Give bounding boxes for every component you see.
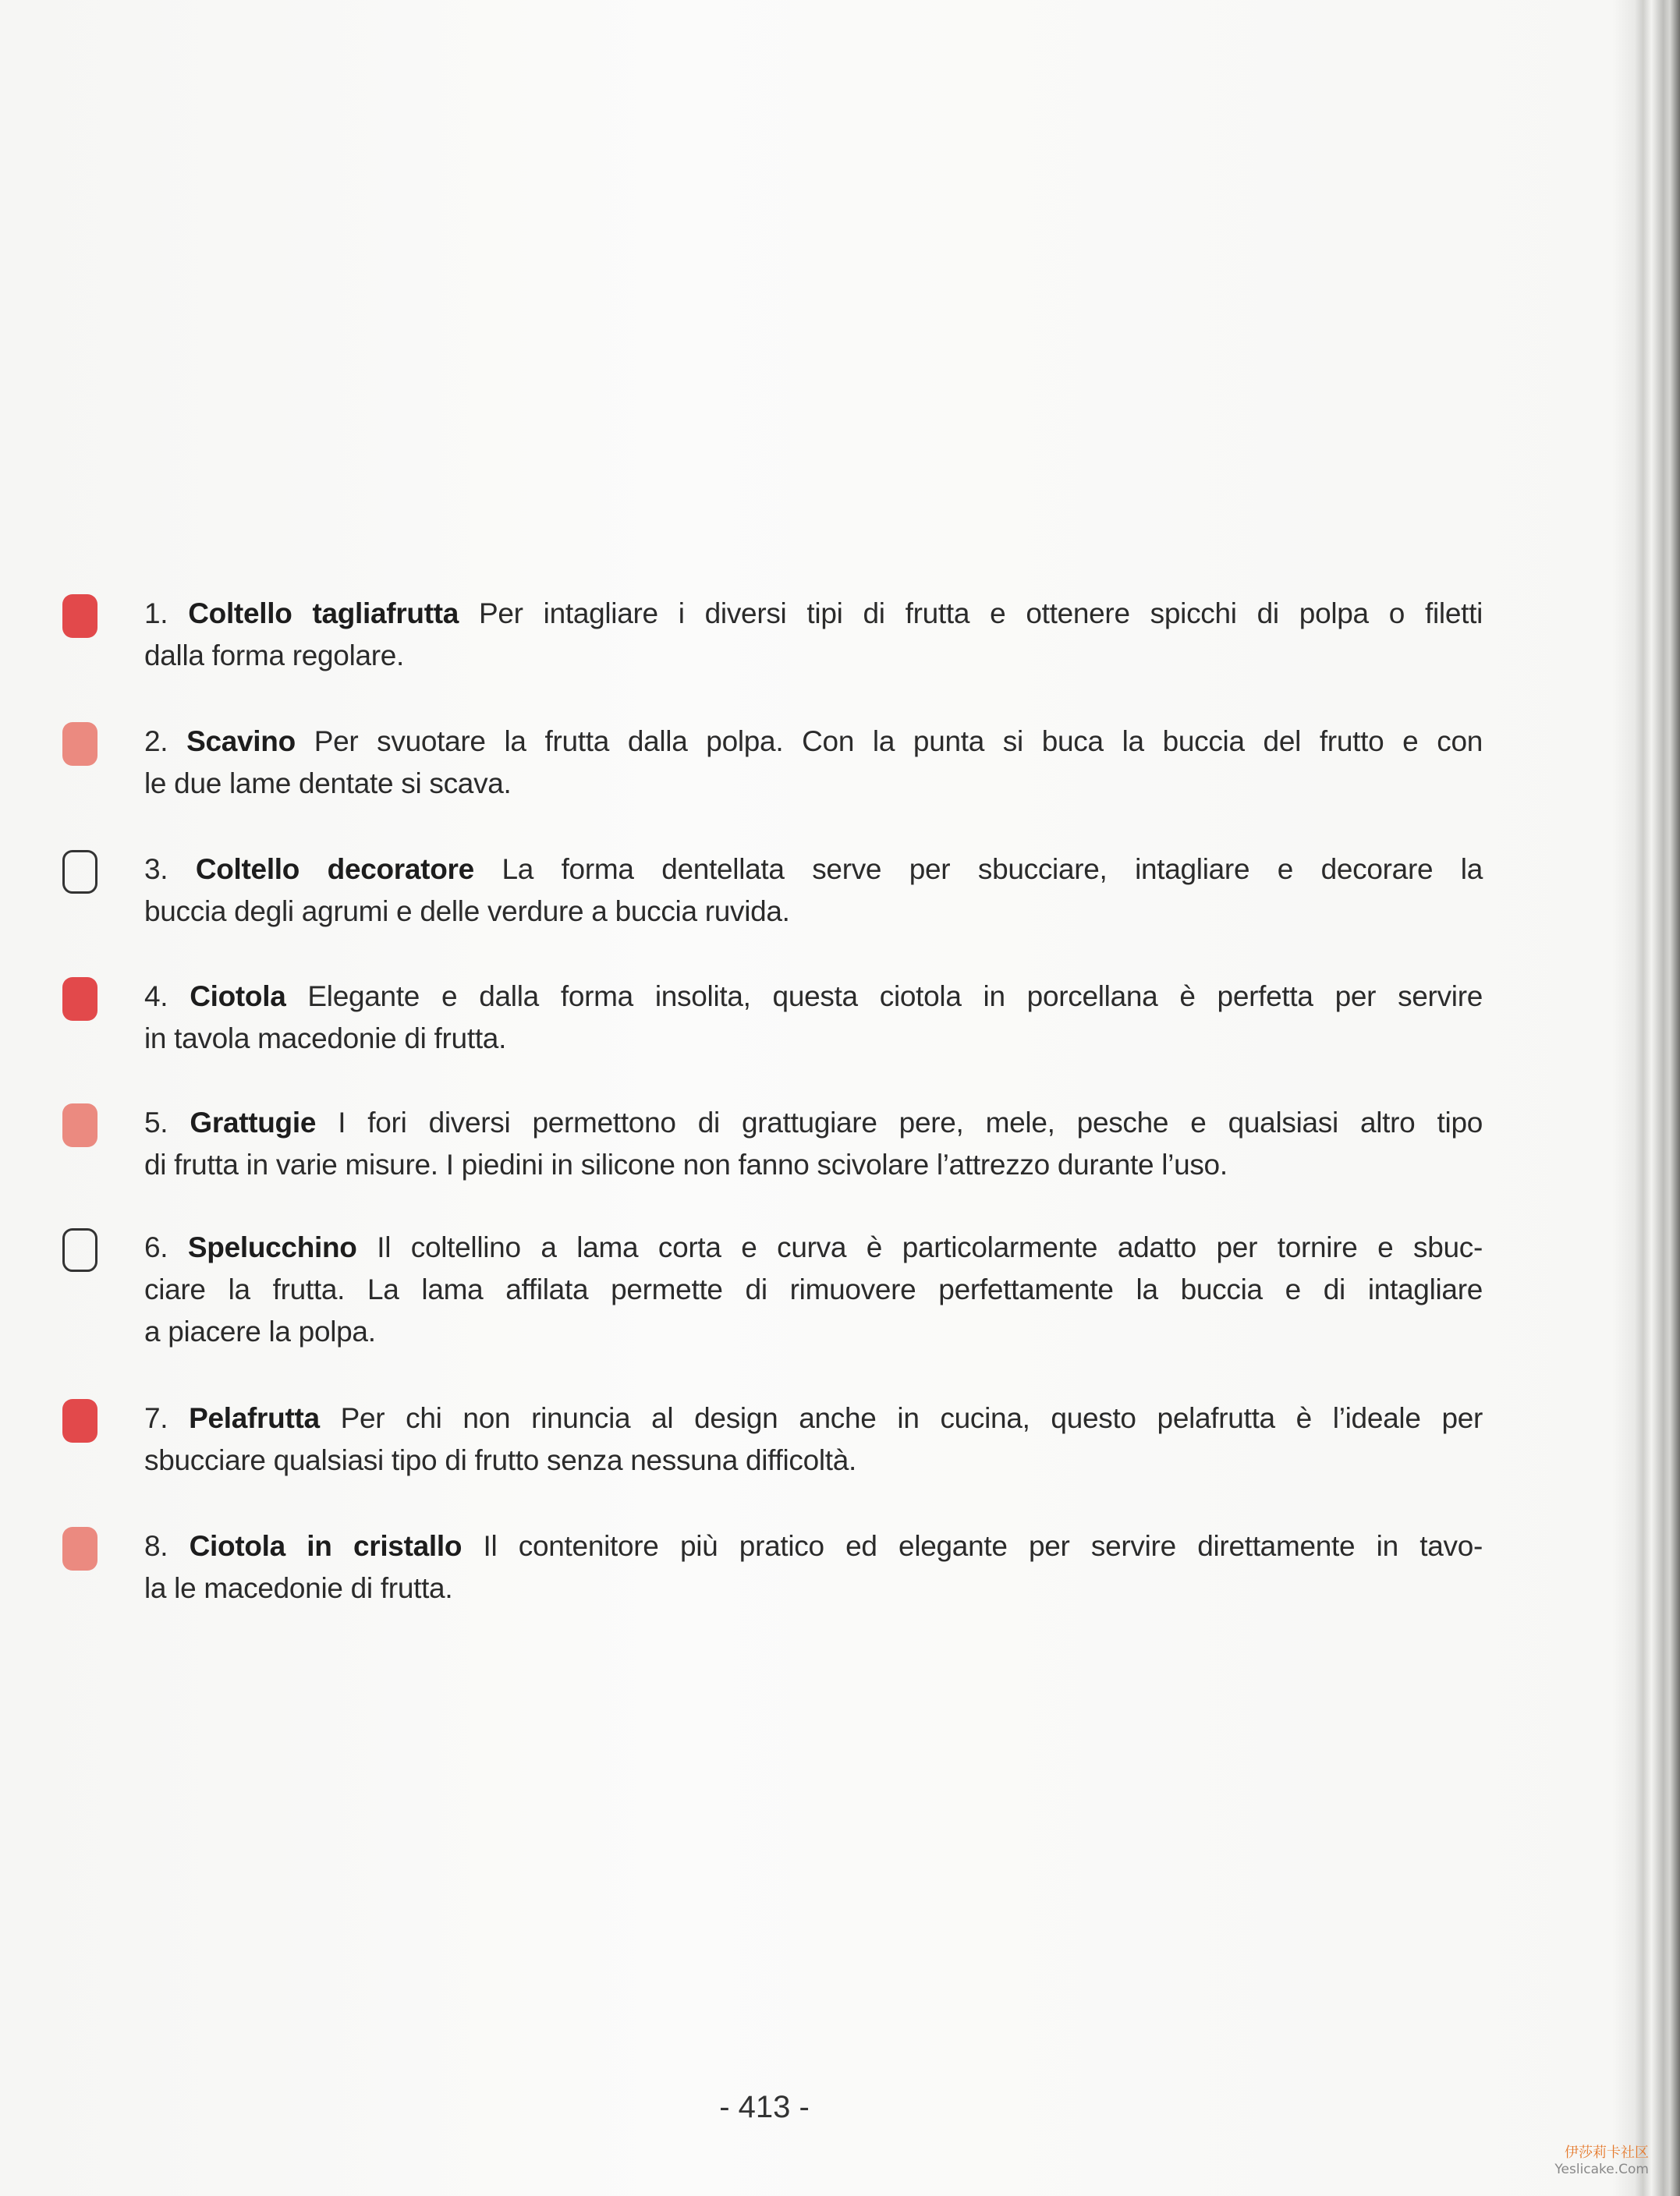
- item-title: Ciotola: [190, 980, 286, 1012]
- item-number: 3.: [144, 853, 168, 885]
- item-line: dalla forma regolare.: [144, 639, 405, 671]
- item-text: Per svuotare la frutta dalla polpa. Con la punta si buca la buccia del frutto e con: [314, 725, 1483, 757]
- item-title: Coltello decoratore: [195, 853, 474, 885]
- item-text: I fori diversi permettono di grattugiare pere, mele, pesche e qualsiasi altro tipo: [338, 1107, 1483, 1139]
- marker-red: [62, 977, 97, 1021]
- item-text: Il contenitore più pratico ed elegante per servire direttamente in tavo-: [483, 1530, 1483, 1562]
- list-item: [144, 1525, 1483, 1610]
- marker-pink: [62, 722, 97, 766]
- item-title: Coltello tagliafrutta: [188, 597, 459, 629]
- list-item: [144, 1102, 1483, 1186]
- watermark-chinese: 伊莎莉卡社区: [1565, 2145, 1649, 2161]
- item-number: 5.: [144, 1107, 168, 1139]
- item-line: le due lame dentate si scava.: [144, 767, 512, 799]
- item-line: buccia degli agrumi e delle verdure a buccia ruvida.: [144, 895, 790, 927]
- item-line: la le macedonie di frutta.: [144, 1572, 453, 1604]
- item-number: 1.: [144, 597, 168, 629]
- item-title: Scavino: [186, 725, 296, 757]
- item-line: [144, 848, 1483, 891]
- marker-red: [62, 1399, 97, 1443]
- item-line: [144, 721, 1483, 763]
- item-number: 4.: [144, 980, 168, 1012]
- item-line: [144, 1227, 1483, 1269]
- item-number: 6.: [144, 1231, 168, 1263]
- item-line: a piacere la polpa.: [144, 1316, 376, 1348]
- item-number: 7.: [144, 1402, 168, 1434]
- item-number: 2.: [144, 725, 168, 757]
- list-item: [144, 848, 1483, 933]
- list-item: [144, 976, 1483, 1060]
- item-line: [144, 1102, 1483, 1144]
- item-number: 8.: [144, 1530, 168, 1562]
- watermark-site: Yeslicake.Com: [1554, 2162, 1649, 2177]
- list-item: [144, 1397, 1483, 1482]
- item-line: di frutta in varie misure. I piedini in silicone non fanno scivolare l’attrezzo durante l’uso.: [144, 1149, 1228, 1181]
- item-line: [144, 1397, 1483, 1440]
- item-line: [144, 1525, 1483, 1567]
- list-item: [144, 593, 1483, 677]
- list-item: [144, 721, 1483, 805]
- item-text: Per chi non rinuncia al design anche in cucina, questo pelafrutta è l’ideale per: [340, 1402, 1483, 1434]
- item-title: Grattugie: [190, 1107, 317, 1139]
- item-title: Ciotola in cristallo: [189, 1530, 463, 1562]
- item-text: Il coltellino a lama corta e curva è particolarmente adatto per tornire e sbuc-: [377, 1231, 1483, 1263]
- marker-pink: [62, 1527, 97, 1571]
- marker-outline: [62, 1228, 97, 1272]
- item-text: Per intagliare i diversi tipi di frutta e ottenere spicchi di polpa o filetti: [479, 597, 1483, 629]
- item-line: in tavola macedonie di frutta.: [144, 1022, 507, 1054]
- item-text: La forma dentellata serve per sbucciare, intagliare e decorare la: [502, 853, 1483, 885]
- marker-red: [62, 594, 97, 638]
- list-item: [144, 1227, 1483, 1353]
- item-title: Pelafrutta: [189, 1402, 320, 1434]
- item-title: Spelucchino: [187, 1231, 357, 1263]
- item-line: ciare la frutta. La lama affilata permette di rimuovere perfettamente la buccia e di intagliare: [144, 1273, 1483, 1305]
- page-number: - 413 -: [719, 2090, 810, 2124]
- item-line: sbucciare qualsiasi tipo di frutto senza nessuna difficoltà.: [144, 1444, 857, 1476]
- item-line: [144, 976, 1483, 1018]
- marker-pink: [62, 1103, 97, 1147]
- item-text: Elegante e dalla forma insolita, questa ciotola in porcellana è perfetta per servire: [307, 980, 1483, 1012]
- item-line: [144, 593, 1483, 635]
- marker-outline: [62, 850, 97, 894]
